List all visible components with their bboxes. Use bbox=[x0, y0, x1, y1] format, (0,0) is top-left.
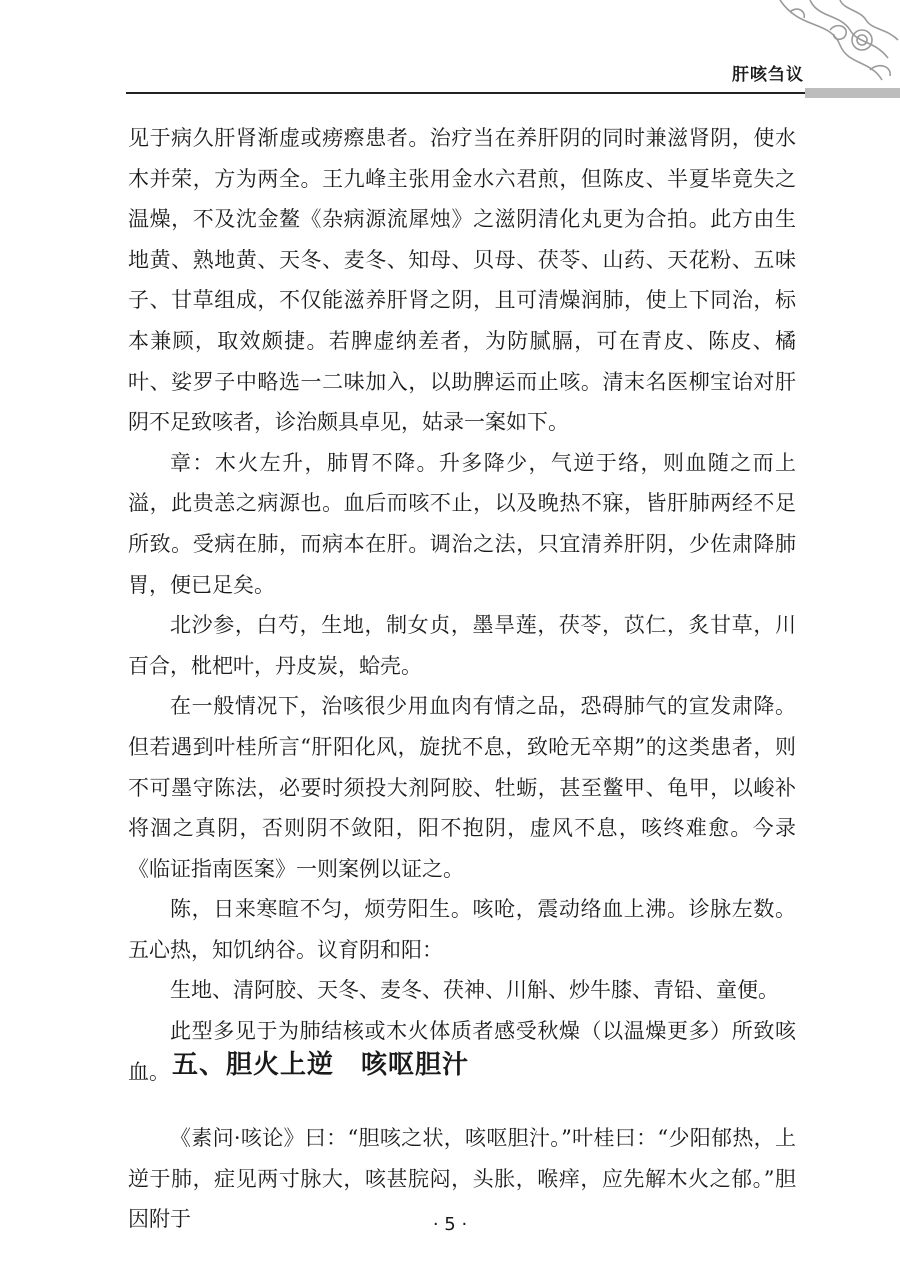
header-bar bbox=[805, 88, 900, 98]
page-number: · 5 · bbox=[432, 1214, 468, 1235]
header-rule bbox=[126, 92, 900, 94]
paragraph: 北沙参，白芍，生地，制女贞，墨旱莲，茯苓，苡仁，炙甘草，川百合，枇杷叶，丹皮炭，蛤壳。 bbox=[128, 613, 796, 678]
paragraph: 在一般情况下，治咳很少用血肉有情之品，恐碍肺气的宣发肃降。但若遇到叶桂所言“肝阳化风，旋扰不息，致呛无卒期”的这类患者，则不可墨守陈法，必要时须投大剂阿胶、牡蛎，甚至鳖甲、龟甲，以峻补将涸之真阴，否则阴不敛阳，阳不抱阴，虚风不息，咳终难愈。今录《临证指南医案》一则案例以证之。 bbox=[128, 694, 796, 881]
paragraph: 见于病久肝肾渐虚或痨瘵患者。治疗当在养肝阴的同时兼滋肾阴，使水木并荣，方为两全。王九峰主张用金水六君煎，但陈皮、半夏毕竟失之温燥，不及沈金鳌《杂病源流犀烛》之滋阴清化丸更为合拍。此方由生地黄、熟地黄、天冬、麦冬、知母、贝母、茯苓、山药、天花粉、五味子、甘草组成，不仅能滋养肝肾之阴，且可清燥润肺，使上下同治，标本兼顾，取效颇捷。若脾虚纳差者，为防腻膈，可在青皮、陈皮、橘叶、娑罗子中略选一二味加入，以助脾运而止咳。清末名医柳宝诒对肝阴不足致咳者，诊治颇具卓见，姑录一案如下。 bbox=[128, 126, 796, 435]
paragraph: 陈，日来寒暄不匀，烦劳阳生。咳呛，震动络血上沸。诊脉左数。五心热，知饥纳谷。议育阴和阳： bbox=[128, 897, 796, 962]
body-text bbox=[128, 118, 796, 1092]
paragraph: 此型多见于为肺结核或木火体质者感受秋燥（以温燥更多）所致咳血。 bbox=[128, 1019, 796, 1084]
paragraph: 章：木火左升，肺胃不降。升多降少，气逆于络，则血随之而上溢，此贵恙之病源也。血后而咳不止，以及晚热不寐，皆肝肺两经不足所致。受病在肺，而病本在肝。调治之法，只宜清养肝阴，少佐肃降肺胃，便已足矣。 bbox=[128, 450, 796, 597]
paragraph: 生地、清阿胶、天冬、麦冬、茯神、川斛、炒牛膝、青铅、童便。 bbox=[170, 978, 779, 1003]
running-title: 肝咳刍议 bbox=[732, 65, 804, 85]
section-heading: 五、胆火上逆 咳呕胆汁 bbox=[172, 1050, 470, 1080]
paragraph: 《素问·咳论》曰：“胆咳之状，咳呕胆汁。”叶桂曰：“少阳郁热，上逆于肺，症见两寸脉大，咳甚脘闷，头胀，喉痒，应先解木火之郁。”胆因附于 bbox=[128, 1126, 796, 1232]
